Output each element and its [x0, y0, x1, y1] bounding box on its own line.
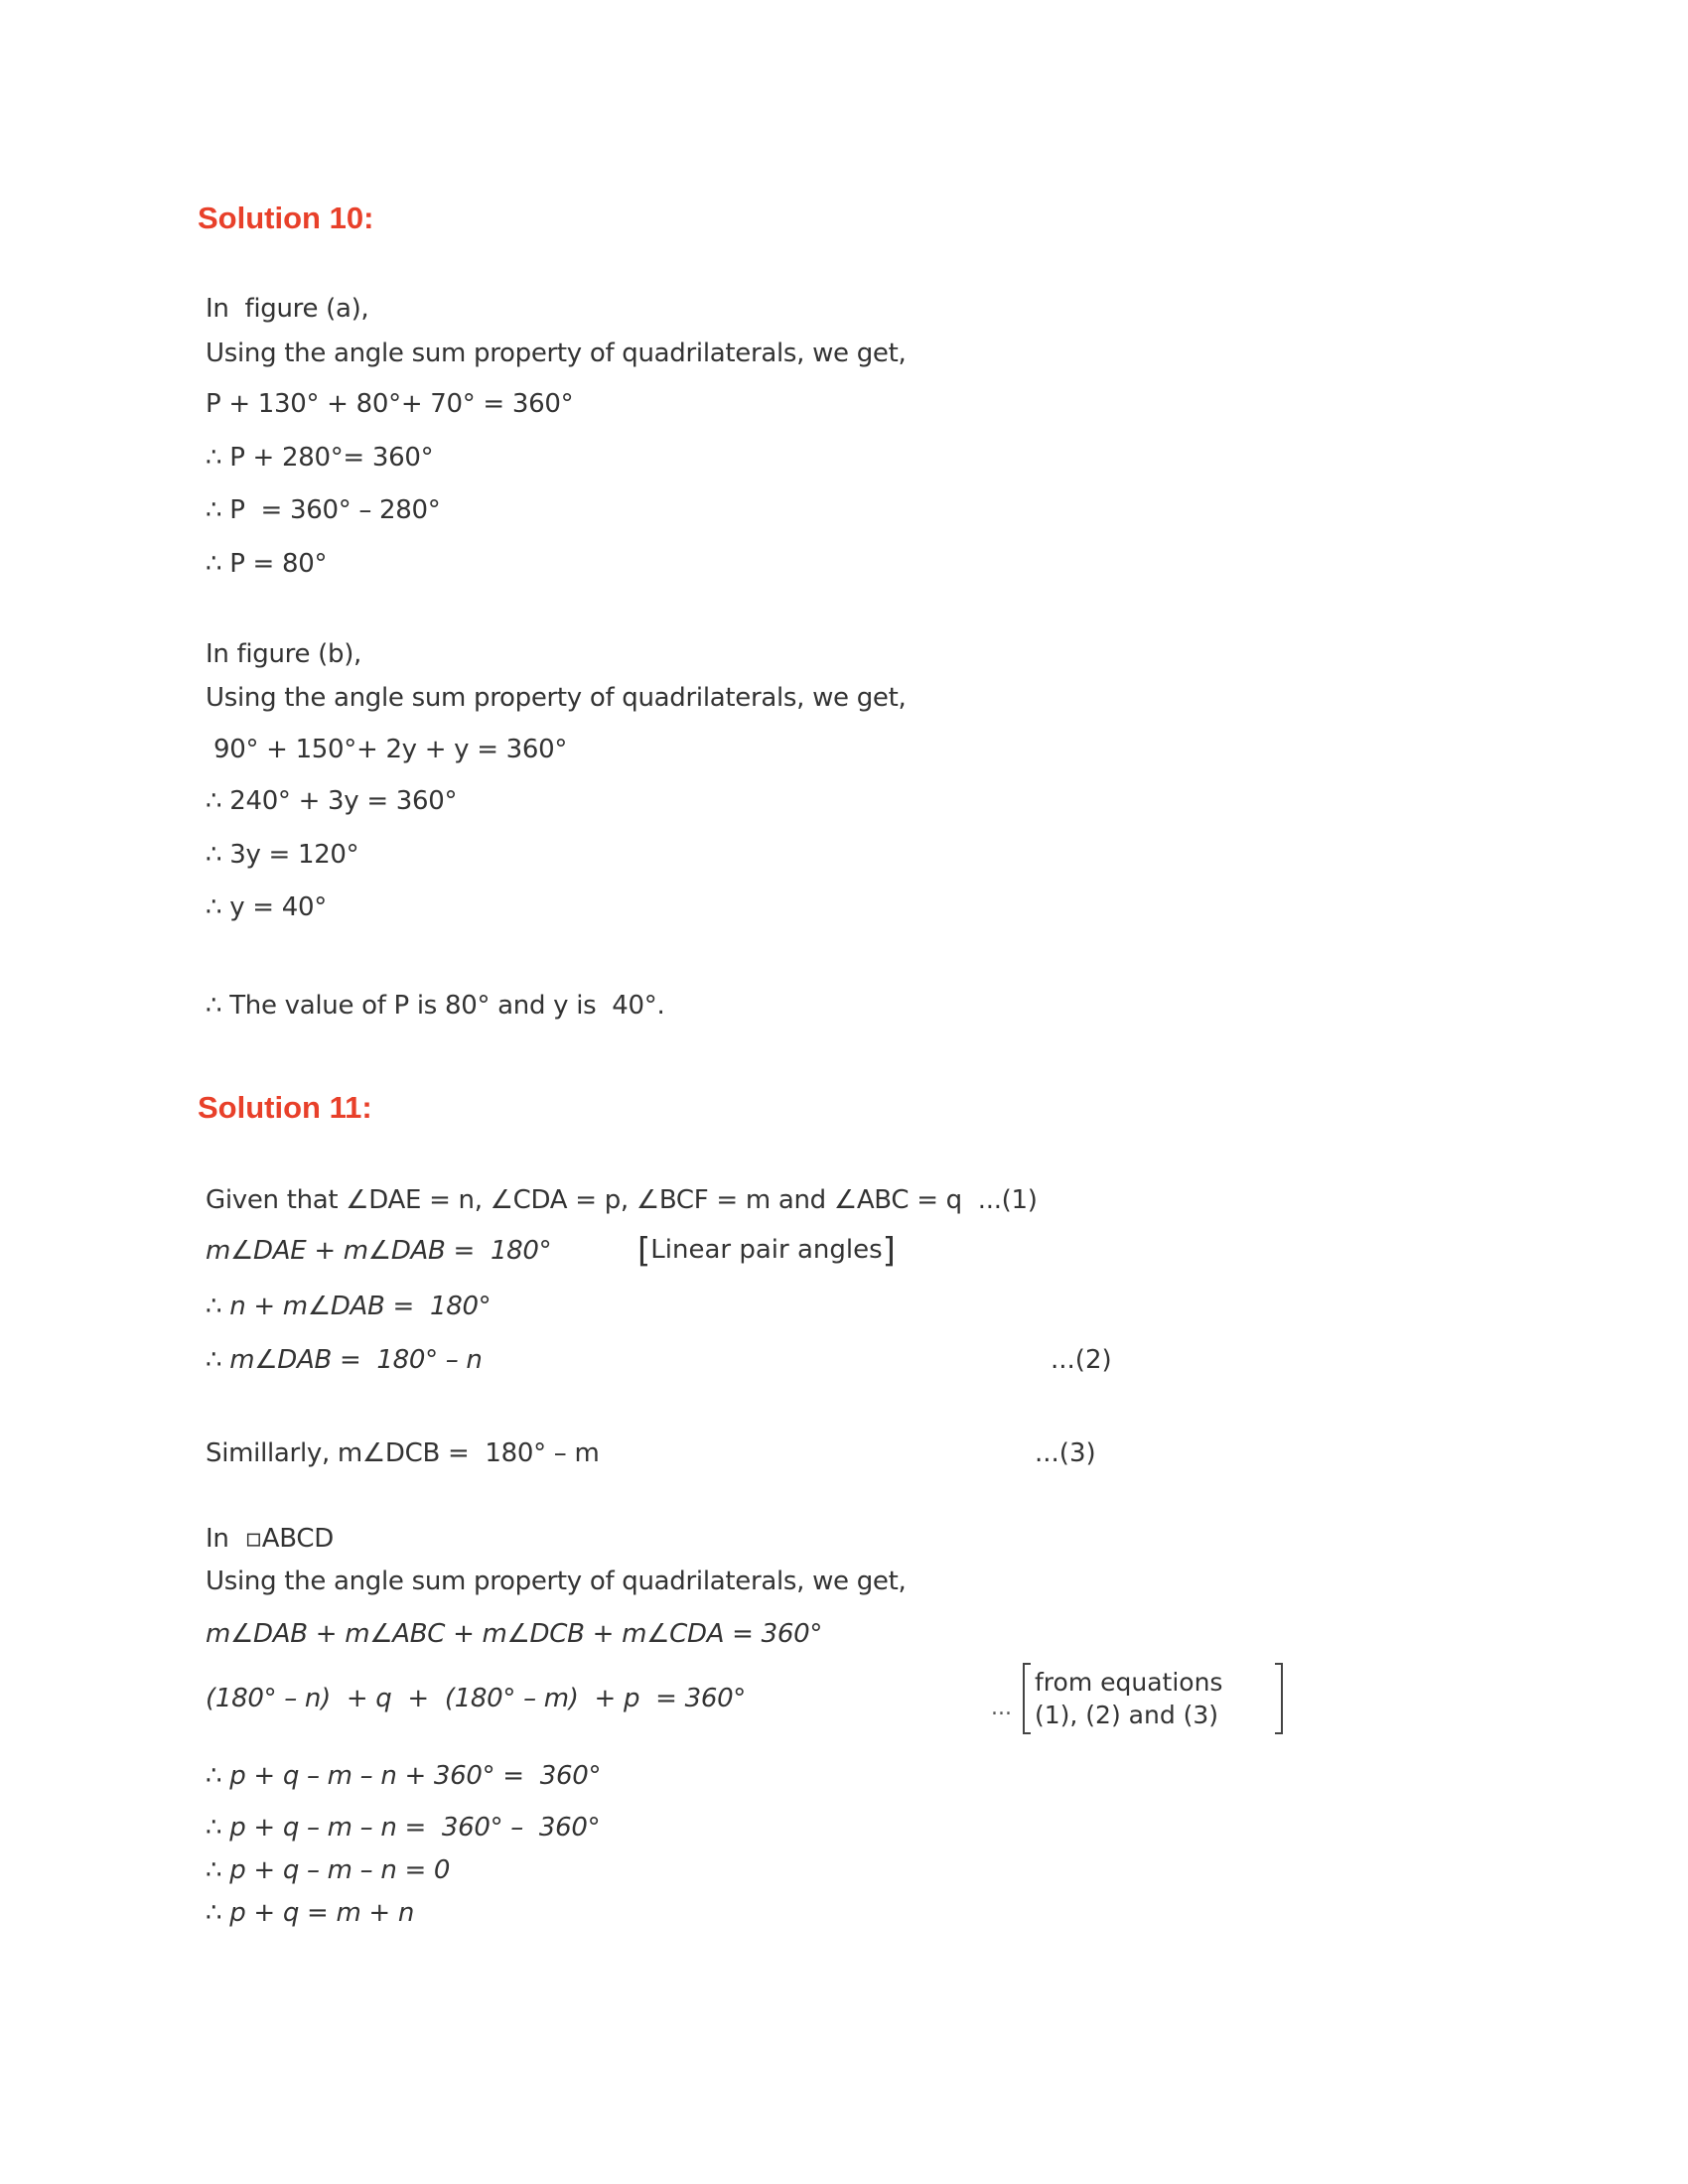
solution-10-heading: Solution 10:	[198, 201, 374, 235]
reference-bracket	[1023, 1663, 1283, 1734]
equation-line: ∴ m∠DAB = 180° – n	[206, 1345, 483, 1375]
bracket-line-1: from equations	[1035, 1668, 1223, 1697]
equation-line: ∴ P = 360° – 280°	[206, 495, 441, 525]
bracket-line-2: (1), (2) and (3)	[1035, 1701, 1219, 1729]
text-line: Using the angle sum property of quadrilaterals, we get,	[206, 1567, 907, 1596]
equation-line: (180° – n) + q + (180° – m) + p = 360°	[206, 1684, 747, 1713]
equation-line: ∴ p + q – m – n = 360° – 360°	[206, 1813, 601, 1843]
text-line: Using the angle sum property of quadrilaterals, we get,	[206, 683, 907, 713]
equation-line: ∴ p + q – m – n = 0	[206, 1855, 451, 1885]
text-line: Using the angle sum property of quadrilaterals, we get,	[206, 339, 907, 368]
equation-line: ∴ y = 40°	[206, 892, 327, 922]
equation-ref-3: ...(3)	[1035, 1438, 1096, 1468]
equation-line: ∴ P = 80°	[206, 549, 328, 579]
text-line: In figure (a),	[206, 294, 369, 324]
linear-pair-note: [Linear pair angles]	[637, 1231, 896, 1271]
equation-line: Simillarly, m∠DCB = 180° – m	[206, 1438, 600, 1468]
equation-line: m∠DAE + m∠DAB = 180°	[206, 1236, 552, 1266]
equation-line: 90° + 150°+ 2y + y = 360°	[206, 735, 568, 764]
equation-line: P + 130° + 80°+ 70° = 360°	[206, 389, 574, 419]
conclusion-line: ∴ The value of P is 80° and y is 40°.	[206, 991, 665, 1021]
equation-line: ∴ 240° + 3y = 360°	[206, 786, 458, 816]
text-line: In ▫ABCD	[206, 1524, 334, 1554]
equation-line: ∴ p + q = m + n	[206, 1898, 415, 1928]
equation-line: ∴ P + 280°= 360°	[206, 443, 434, 473]
note-text: Linear pair angles	[650, 1235, 883, 1265]
equation-line: ∴ 3y = 120°	[206, 840, 359, 870]
equation-line: m∠DAB + m∠ABC + m∠DCB + m∠CDA = 360°	[206, 1619, 823, 1649]
solution-11-heading: Solution 11:	[198, 1090, 372, 1125]
text-line: In figure (b),	[206, 639, 362, 669]
text-line: Given that ∠DAE = n, ∠CDA = p, ∠BCF = m and ∠ABC = q ...(1)	[206, 1185, 1038, 1215]
equation-ref-2: ...(2)	[1051, 1345, 1112, 1375]
equation-line: ∴ n + m∠DAB = 180°	[206, 1292, 492, 1321]
equation-line: ∴ p + q – m – n + 360° = 360°	[206, 1761, 602, 1791]
ellipsis: ...	[991, 1696, 1012, 1720]
